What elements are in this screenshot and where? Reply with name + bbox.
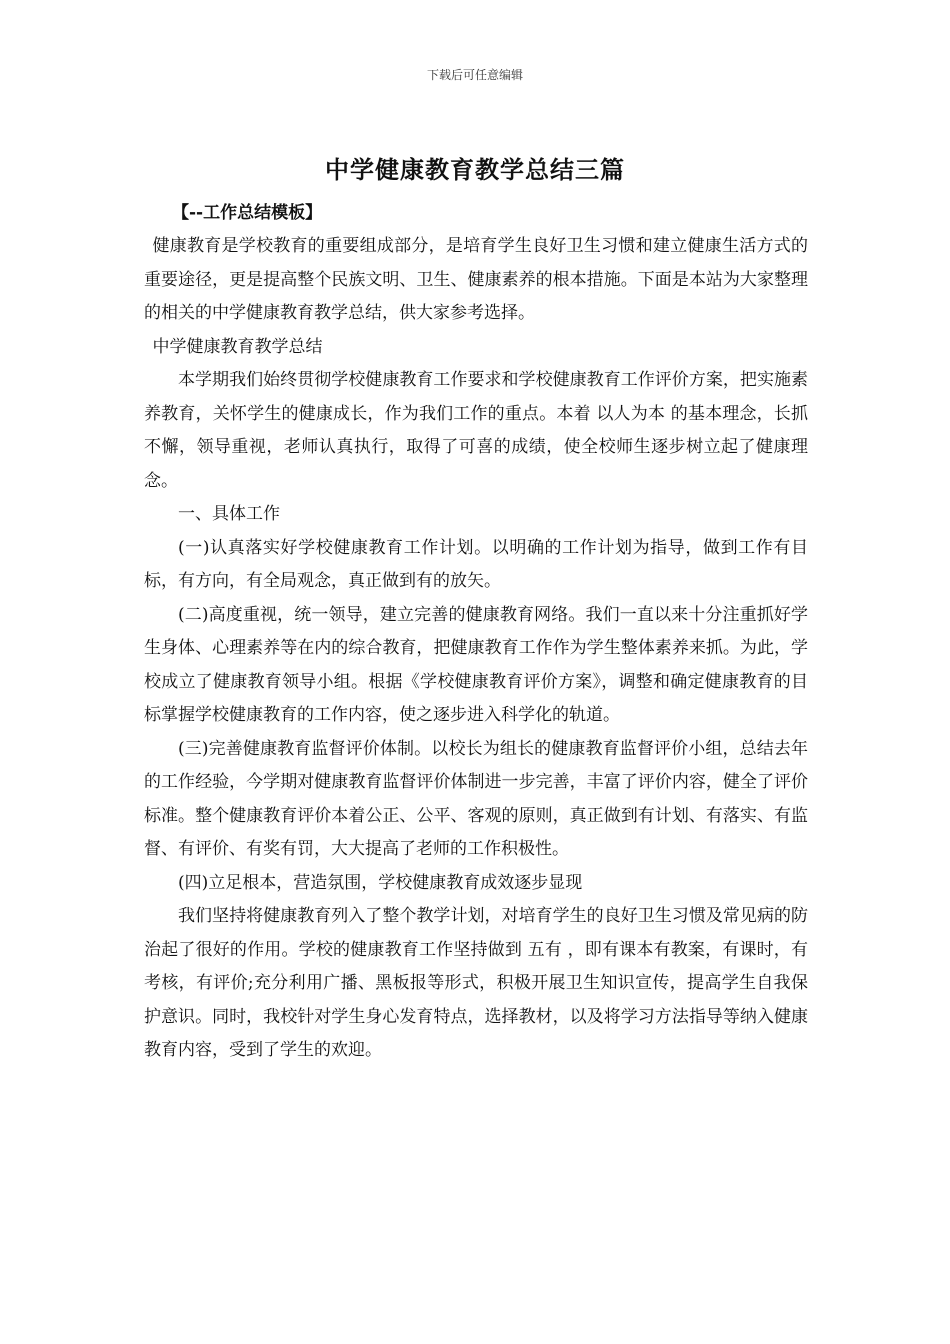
paragraph: 我们坚持将健康教育列入了整个教学计划，对培育学生的良好卫生习惯及常见病的防治起了很好的作用。学校的健康教育工作坚持做到 五有 ，即有课本有教案，有课时，有考核，有评价;充分利用广播、黑板报等形式，积极开展卫生知识宣传，提高学生自我保护意识。同时，我校针对学生身心发育特点，选择教材，以及将学习方法指导等纳入健康教育内容，受到了学生的欢迎。: [144, 906, 808, 1060]
template-tag: 【--工作总结模板】: [172, 203, 323, 223]
section-subtitle: 中学健康教育教学总结: [152, 336, 323, 357]
page-header: 下载后可任意编辑: [426, 68, 523, 82]
paragraph: (一)认真落实好学校健康教育工作计划。以明确的工作计划为指导，做到工作有目标，有方向，有全局观念，真正做到有的放矢。: [144, 537, 808, 591]
paragraph: (四)立足根本，营造氛围，学校健康教育成效逐步显现: [178, 872, 583, 893]
paragraph: (二)高度重视，统一领导，建立完善的健康教育网络。我们一直以来十分注重抓好学生身体、心理素养等在内的综合教育，把健康教育工作作为学生整体素养来抓。为此，学校成立了健康教育领导小组。根据《学校健康教育评价方案》，调整和确定健康教育的目标掌握学校健康教育的工作内容，使之逐步进入科学化的轨道。: [144, 604, 808, 725]
page-title: 中学健康教育教学总结三篇: [325, 156, 625, 184]
paragraph: (三)完善健康教育监督评价体制。以校长为组长的健康教育监督评价小组，总结去年的工作经验，今学期对健康教育监督评价体制进一步完善，丰富了评价内容，健全了评价标准。整个健康教育评价本着公正、公平、客观的原则，真正做到有计划、有落实、有监督、有评价、有奖有罚，大大提高了老师的工作积极性。: [144, 738, 808, 859]
document-body: [144, 230, 808, 1068]
paragraph: 本学期我们始终贯彻学校健康教育工作要求和学校健康教育工作评价方案，把实施素养教育，关怀学生的健康成长，作为我们工作的重点。本着 以人为本 的基本理念，长抓不懈，领导重视，老师认真执行，取得了可喜的成绩，使全校师生逐步树立起了健康理念。: [144, 370, 808, 491]
intro-paragraph: 健康教育是学校教育的重要组成部分，是培育学生良好卫生习惯和建立健康生活方式的重要途径，更是提高整个民族文明、卫生、健康素养的根本措施。下面是本站为大家整理的相关的中学健康教育教学总结，供大家参考选择。: [144, 236, 808, 323]
section-heading: 一、具体工作: [178, 504, 280, 524]
